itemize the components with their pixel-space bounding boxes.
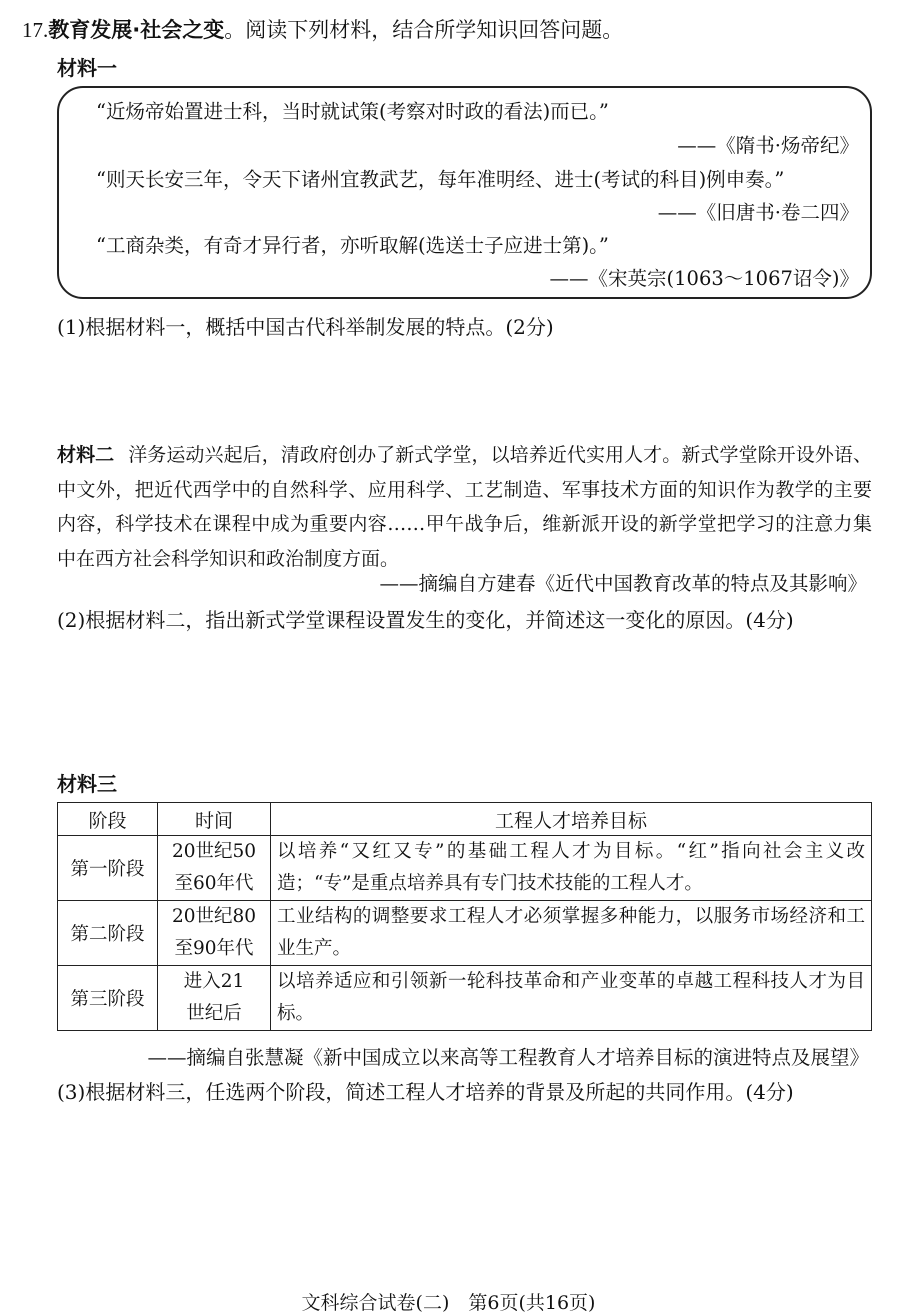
- subquestion-3: (3)根据材料三，任选两个阶段，简述工程人才培养的背景及所起的共同作用。(4分): [57, 1080, 794, 1104]
- time-line-2: 至60年代: [174, 873, 254, 894]
- header-goal: 工程人才培养目标: [271, 803, 872, 836]
- question-number: 17.: [22, 18, 49, 42]
- material3-label: 材料三: [57, 772, 117, 796]
- stage-cell: 第二阶段: [58, 901, 158, 966]
- header-stage: 阶段: [58, 803, 158, 836]
- material2-source: ——摘编自方建春《近代中国教育改革的特点及其影响》: [379, 572, 867, 595]
- time-line-1: 20世纪50: [171, 841, 257, 862]
- material1-source-2: ——《旧唐书·卷二四》: [657, 201, 859, 224]
- subquestion-2: (2)根据材料二，指出新式学堂课程设置发生的变化，并简述这一变化的原因。(4分): [57, 608, 794, 632]
- time-cell: [158, 901, 271, 966]
- question-instruction: 。阅读下列材料，结合所学知识回答问题。: [224, 18, 624, 42]
- table-row: [58, 836, 872, 901]
- time-cell: [158, 966, 271, 1031]
- material1-quote-1: “近炀帝始置进士科，当时就试策(考察对时政的看法)而已。”: [96, 100, 609, 123]
- goal-cell: 工业结构的调整要求工程人才必须掌握多种能力，以服务市场经济和工业生产。: [271, 901, 872, 966]
- material3-table: [57, 802, 872, 1031]
- time-cell: [158, 836, 271, 901]
- material1-quote-2: “则天长安三年，令天下诸州宜教武艺，每年准明经、进士(考试的科目)例申奏。”: [96, 168, 785, 191]
- material1-label: 材料一: [57, 56, 117, 80]
- goal-cell: 以培养“又红又专”的基础工程人才为目标。“红”指向社会主义改造；“专”是重点培养具有专门技术技能的工程人才。: [271, 836, 872, 901]
- question-topic: 教育发展·社会之变: [48, 18, 225, 42]
- question-title: [22, 14, 623, 44]
- page-footer: 文科综合试卷(二) 第6页(共16页): [301, 1292, 596, 1314]
- table-row: [58, 901, 872, 966]
- time-line-2: 世纪后: [186, 1003, 242, 1024]
- table-header-row: [58, 803, 872, 836]
- time-line-1: 20世纪80: [171, 906, 257, 927]
- subquestion-1: (1)根据材料一，概括中国古代科举制发展的特点。(2分): [57, 315, 554, 339]
- header-time: 时间: [158, 803, 271, 836]
- time-line-1: 进入21: [183, 971, 245, 992]
- stage-cell: 第三阶段: [58, 966, 158, 1031]
- goal-cell: 以培养适应和引领新一轮科技革命和产业变革的卓越工程科技人才为目标。: [271, 966, 872, 1031]
- material2-paragraph: [57, 438, 872, 576]
- material2-label: 材料二: [57, 444, 115, 466]
- material2-text: 洋务运动兴起后，清政府创办了新式学堂，以培养近代实用人才。新式学堂除开设外语、中文外，把近代西学中的自然科学、应用科学、工艺制造、军事技术方面的知识作为教学的主要内容，科学技术在课程中成为重要内容……甲午战争后，维新派开设的新学堂把学习的注意力集中在西方社会科学知识和政治制度方面。: [57, 444, 872, 570]
- time-line-2: 至90年代: [174, 938, 254, 959]
- table-row: [58, 966, 872, 1031]
- material1-source-1: ——《隋书·炀帝纪》: [677, 134, 859, 157]
- material3-source: ——摘编自张慧凝《新中国成立以来高等工程教育人才培养目标的演进特点及展望》: [147, 1046, 869, 1069]
- material1-source-3: ——《宋英宗(1063～1067诏令)》: [549, 267, 859, 290]
- stage-cell: 第一阶段: [58, 836, 158, 901]
- material1-quote-3: “工商杂类，有奇才异行者，亦听取解(选送士子应进士第)。”: [96, 234, 609, 257]
